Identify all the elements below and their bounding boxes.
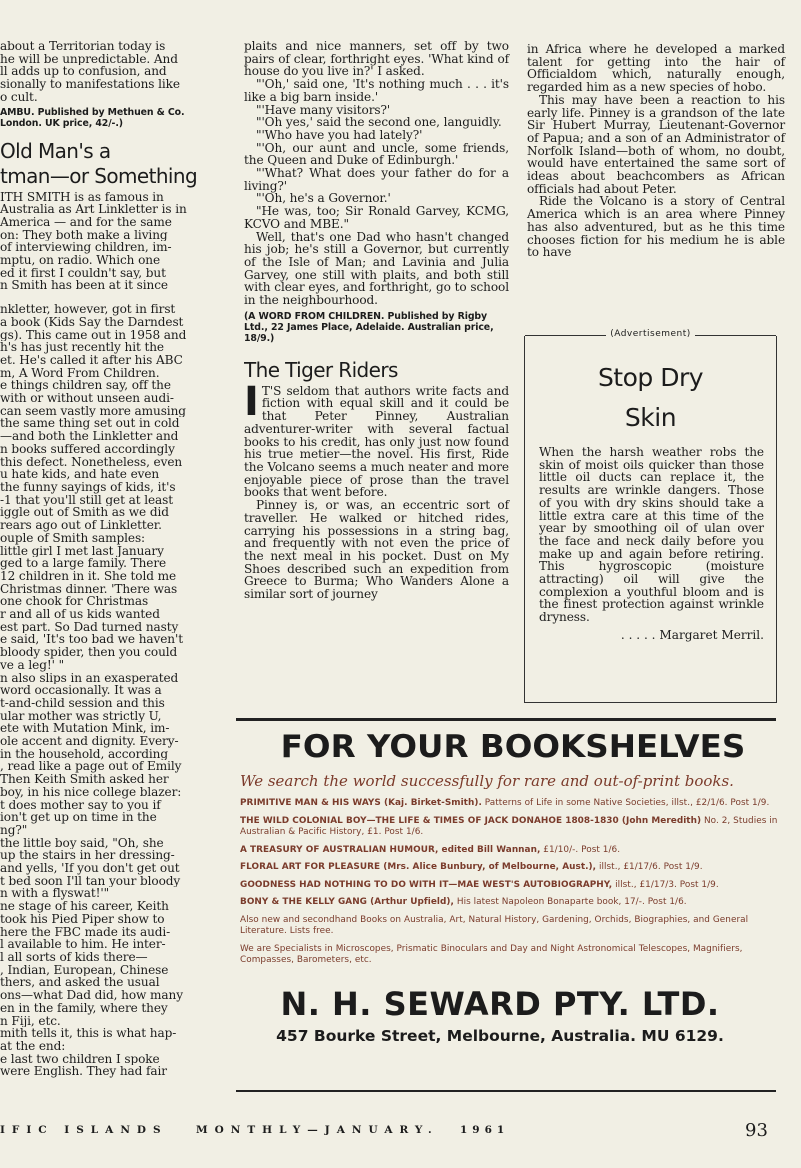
text-line: in the household, according bbox=[0, 747, 169, 761]
book-list bbox=[240, 798, 780, 909]
article-paragraph bbox=[0, 672, 226, 837]
article-paragraph: This may have been a reaction to his early life. Pinney is a grandson of the late Sir Hubert Murray, Lieutenant-Governor of Papua; and a son of an Administrator of Norfolk Island—both of whom, no doubt, would have entertained the same sort of ideas about beachcombers as African officials had about Peter. bbox=[527, 92, 785, 196]
text-line: ne stage of his career, Keith bbox=[0, 900, 169, 913]
text-line: a book (Kids Say the Darndest bbox=[0, 315, 184, 329]
column-right bbox=[527, 43, 785, 259]
ad-label: (Advertisement) bbox=[525, 329, 776, 339]
review-note-word-from-children: (A WORD FROM CHILDREN. Published by Rigby Ltd., 22 James Place, Adelaide. Australian price, 18/9.) bbox=[244, 310, 494, 344]
text-line: here the FBC made its audi- bbox=[0, 925, 171, 939]
text-line: mith tells it, this is what hap- bbox=[0, 1027, 177, 1040]
text-line: mptu, on radio. Which one bbox=[0, 254, 161, 267]
book-detail: His latest Napoleon Bonaparte book, 17/-. Post 1/6. bbox=[453, 897, 687, 907]
text-line: h's has just recently hit the bbox=[0, 341, 164, 354]
text-line: can seem vastly more amusing bbox=[0, 404, 186, 418]
article-heading-tiger-riders: The Tiger Riders bbox=[244, 357, 398, 382]
text-line: n also slips in an exasperated bbox=[0, 671, 179, 685]
article-continuation bbox=[244, 40, 509, 307]
ad-title bbox=[525, 358, 776, 438]
ad-title-line: Stop Dry bbox=[597, 363, 704, 392]
text-line: with or without unseen audi- bbox=[0, 392, 174, 405]
text-line: , read like a page out of Emily bbox=[0, 760, 182, 774]
text-line: of interviewing children, im- bbox=[0, 241, 172, 255]
text-line: e last two children I spoke bbox=[0, 1052, 160, 1066]
article-paragraph: plaits and nice manners, set off by two pairs of clear, forthright eyes. 'What kind of house do you live in?' I asked. bbox=[244, 39, 509, 79]
article-paragraph: Well, that's one Dad who hasn't changed his job; he's still a Governor, but currently of the Isle of Man; and Lavinia and Julia Garvey, one still with plaits, and both still with clear eyes, and forthright, go to school in the neighbourhood. bbox=[244, 229, 509, 308]
book-item bbox=[240, 862, 780, 874]
books-specialists: We are Specialists in Microscopes, Prismatic Binoculars and Day and Night Astronomical Telescopes, Magnifiers, Compasses, Barometers, etc. bbox=[240, 943, 743, 965]
book-detail: £1/10/-. Post 1/6. bbox=[540, 844, 621, 855]
book-detail: No. 2, Studies in Australian & Pacific History, £1. Post 1/6. bbox=[240, 815, 778, 837]
text-line: ve a leg!' " bbox=[0, 658, 65, 672]
text-line: et. He's called it after his ABC bbox=[0, 353, 183, 367]
article-paragraph: "'What? What does your father do for a living?' bbox=[244, 166, 509, 193]
tiger-riders-article bbox=[244, 378, 509, 602]
text-line: iggle out of Smith as we did bbox=[0, 506, 169, 520]
text-line: ouple of Smith samples: bbox=[0, 531, 146, 545]
company-address: 457 Bourke Street, Melbourne, Australia. MU 6129. bbox=[276, 1026, 724, 1045]
text-line: took his Pied Piper show to bbox=[0, 912, 165, 926]
text-line: gs). This came out in 1958 and bbox=[0, 328, 187, 342]
text-line: t-and-child session and this bbox=[0, 696, 165, 710]
text-line: America — and for the same bbox=[0, 215, 172, 229]
footer-issue: MONTHLY—JANUARY. bbox=[196, 1124, 439, 1136]
text-line: thers, and asked the usual bbox=[0, 976, 160, 990]
article-paragraph: T'S seldom that authors write facts and fiction with equal skill and it could be that Peter Pinney, Australian adventurer-writer with several factual books to his credit, has only just now found his true metier—the novel. His first, Ride the Volcano seems a much neater and more enjoyable piece of prose than the travel books that went before. bbox=[244, 383, 509, 500]
text-line: this defect. Nonetheless, even bbox=[0, 455, 183, 469]
text-line: sionally to manifestations like bbox=[0, 78, 180, 91]
text-line: 12 children in it. She told me bbox=[0, 569, 177, 583]
article-paragraph: "'Oh,' said one, 'It's nothing much . . . it's like a big barn inside.' bbox=[244, 77, 509, 104]
intro-paragraph bbox=[0, 40, 226, 104]
company-name: N. H. SEWARD PTY. LTD. bbox=[280, 984, 720, 1023]
article-paragraph bbox=[0, 303, 226, 671]
text-line: boy, in his nice college blazer: bbox=[0, 785, 182, 799]
text-line: ular mother was strictly U, bbox=[0, 709, 162, 723]
text-line: were English. They had fair bbox=[0, 1065, 167, 1079]
bookshelves-advertisement bbox=[240, 726, 780, 1045]
footer-magazine-name: IFIC ISLANDS bbox=[0, 1124, 168, 1136]
review-note-ambu bbox=[0, 107, 226, 129]
article-paragraph bbox=[0, 191, 226, 293]
text-line: little girl I met last January bbox=[0, 544, 164, 558]
note-line: AMBU. Published by Methuen & Co. bbox=[0, 106, 185, 118]
text-line: n Smith has been at it since bbox=[0, 279, 168, 293]
text-line: t bed soon I'll tan your bloody bbox=[0, 874, 181, 888]
footer-year: 1961 bbox=[460, 1124, 510, 1136]
article-paragraph: "'Who have you had lately?' bbox=[256, 127, 423, 142]
text-line: u hate kids, and hate even bbox=[0, 468, 160, 481]
text-line: nkletter, however, got in first bbox=[0, 303, 176, 316]
article-paragraph bbox=[0, 837, 226, 901]
text-line: n books suffered accordingly bbox=[0, 442, 175, 456]
text-line: ITH SMITH is as famous in bbox=[0, 190, 164, 204]
article-paragraph: "'Oh yes,' said the second one, languidly. bbox=[256, 115, 502, 130]
text-line: e said, 'It's too bad we haven't bbox=[0, 633, 183, 647]
text-line: ng?" bbox=[0, 823, 28, 837]
text-line: at the end: bbox=[0, 1039, 66, 1053]
text-line: rears ago out of Linkletter. bbox=[0, 519, 162, 532]
advertisement-box bbox=[524, 329, 777, 703]
bookshelves-subheading: We search the world successfully for rare and out-of-print books. bbox=[240, 772, 734, 790]
books-also: Also new and secondhand Books on Australia, Art, Natural History, Gardening, Orchids, Biographies, and General Literature. Lists free. bbox=[240, 914, 749, 936]
text-line: the little boy said, "Oh, she bbox=[0, 836, 164, 850]
text-line: l all sorts of kids there— bbox=[0, 951, 148, 964]
article-paragraph: "'Oh, he's a Governor.' bbox=[256, 191, 391, 206]
text-line: , Indian, European, Chinese bbox=[0, 963, 169, 977]
text-line: m, A Word From Children. bbox=[0, 366, 160, 380]
text-line: Then Keith Smith asked her bbox=[0, 773, 169, 786]
book-title: PRIMITIVE MAN & HIS WAYS (Kaj. Birket-Smith). bbox=[240, 798, 482, 808]
book-title: FLORAL ART FOR PLEASURE (Mrs. Alice Bunbury, of Melbourne, Aust.), bbox=[240, 862, 597, 872]
text-line: e things children say, off the bbox=[0, 379, 171, 393]
text-line: ged to a large family. There bbox=[0, 557, 167, 570]
text-line: ed it first I couldn't say, but bbox=[0, 266, 166, 280]
text-line: ons—what Dad did, how many bbox=[0, 989, 183, 1002]
text-line: Australia as Art Linkletter is in bbox=[0, 203, 187, 216]
article-paragraph: in Africa where he developed a marked talent for getting into the hair of Officialdom which, naturally enough, regarded him as a new species of hobo. bbox=[527, 42, 785, 95]
text-line: n Fiji, etc. bbox=[0, 1014, 61, 1028]
book-item bbox=[240, 816, 780, 839]
ad-body bbox=[539, 446, 764, 642]
book-detail: Patterns of Life in some Native Societies, illst., £2/1/6. Post 1/9. bbox=[481, 798, 770, 808]
drop-cap: I bbox=[244, 378, 259, 425]
text-line: he will be unpredictable. And bbox=[0, 52, 178, 66]
text-line: en in the family, where they bbox=[0, 1001, 168, 1015]
text-line: the same thing set out in cold bbox=[0, 417, 180, 431]
text-line: ll adds up to confusion, and bbox=[0, 65, 167, 79]
heading-line: Old Man's a bbox=[0, 138, 111, 163]
text-line: ole accent and dignity. Every- bbox=[0, 735, 179, 748]
text-line: word occasionally. It was a bbox=[0, 684, 162, 697]
text-line: one chook for Christmas bbox=[0, 595, 149, 609]
book-item bbox=[240, 798, 780, 810]
text-line: Christmas dinner. 'There was bbox=[0, 582, 178, 596]
text-line: l available to him. He inter- bbox=[0, 938, 166, 951]
article-continuation bbox=[527, 43, 785, 259]
article-heading-old-man bbox=[0, 139, 226, 189]
column-left bbox=[0, 40, 226, 1078]
text-line: on: They both make a living bbox=[0, 228, 168, 242]
book-item bbox=[240, 897, 780, 909]
page-footer bbox=[0, 1120, 801, 1144]
book-title: BONY & THE KELLY GANG (Arthur Upfield), bbox=[240, 897, 454, 907]
book-item bbox=[240, 845, 780, 857]
book-detail: illst., £1/17/3. Post 1/9. bbox=[612, 879, 719, 890]
text-line: -1 that you'll still get at least bbox=[0, 493, 174, 507]
text-line: r and all of us kids wanted bbox=[0, 608, 160, 621]
section-rule bbox=[236, 718, 776, 721]
bookshelves-heading: FOR YOUR BOOKSHELVES bbox=[280, 729, 746, 765]
text-line: about a Territorian today is bbox=[0, 40, 166, 53]
heading-line: tman—or Something bbox=[0, 163, 198, 188]
text-line: n with a flyswat!'" bbox=[0, 887, 110, 901]
text-line: o cult. bbox=[0, 90, 38, 104]
text-line: the funny sayings of kids, it's bbox=[0, 480, 176, 494]
note-line: London. UK price, 42/-.) bbox=[0, 117, 123, 129]
text-line: bloody spider, then you could bbox=[0, 646, 178, 659]
text-line: ion't get up on time in the bbox=[0, 811, 157, 824]
article-paragraph bbox=[0, 900, 226, 1078]
ad-text: When the harsh weather robs the skin of moist oils quicker than those little oil ducts can replace it, the results are wrinkle dangers. Those of you with dry skins should take a little extra care at this time of the year by smoothing oil of ulan over the face and neck daily before you make up and again before retiring. This hygroscopic (moisture attracting) oil will give the complexion a youthful bloom and is the finest protection against wrinkle dryness. bbox=[539, 445, 764, 625]
article-paragraph: Ride the Volcano is a story of Central America which is an area where Pinney has also adventured, but as he this time chooses fiction for his medium he is able to have bbox=[527, 194, 785, 260]
book-title: A TREASURY OF AUSTRALIAN HUMOUR, edited Bill Wannan, bbox=[240, 844, 541, 855]
text-line: ete with Mutation Mink, im- bbox=[0, 722, 170, 736]
text-line: t does mother say to you if bbox=[0, 798, 161, 812]
book-item bbox=[240, 880, 780, 892]
text-line: est part. So Dad turned nasty bbox=[0, 620, 179, 634]
article-paragraph: "'Have many visitors?' bbox=[256, 102, 391, 117]
text-line: —and both the Linkletter and bbox=[0, 430, 179, 443]
column-middle bbox=[244, 40, 509, 601]
article-paragraph: "He was, too; Sir Ronald Garvey, KCMG, KCVO and MBE." bbox=[244, 204, 509, 231]
page-number: 93 bbox=[745, 1120, 768, 1141]
ad-signature: . . . . . Margaret Merril. bbox=[620, 627, 764, 642]
ad-title-line: Skin bbox=[624, 403, 677, 432]
book-detail: illst., £1/17/6. Post 1/9. bbox=[596, 862, 703, 872]
footer-rule bbox=[236, 1090, 776, 1092]
book-title: GOODNESS HAD NOTHING TO DO WITH IT—MAE WEST'S AUTOBIOGRAPHY, bbox=[240, 879, 613, 890]
article-paragraph: Pinney is, or was, an eccentric sort of traveller. He walked or hitched rides, carrying his possessions in a string bag, and frequently with not even the price of the next meal in his pocket. Dust on My Shoes described such an expedition from Greece to Burma; Who Wanders Alone a similar sort of journey bbox=[244, 498, 509, 602]
book-title: THE WILD COLONIAL BOY—THE LIFE & TIMES OF JACK DONAHOE 1808-1830 (John Meredith) bbox=[240, 815, 702, 826]
text-line: and yells, 'If you don't get out bbox=[0, 862, 180, 875]
text-line: up the stairs in her dressing- bbox=[0, 849, 175, 863]
article-paragraph: "'Oh, our aunt and uncle, some friends, the Queen and Duke of Edinburgh.' bbox=[244, 140, 509, 168]
